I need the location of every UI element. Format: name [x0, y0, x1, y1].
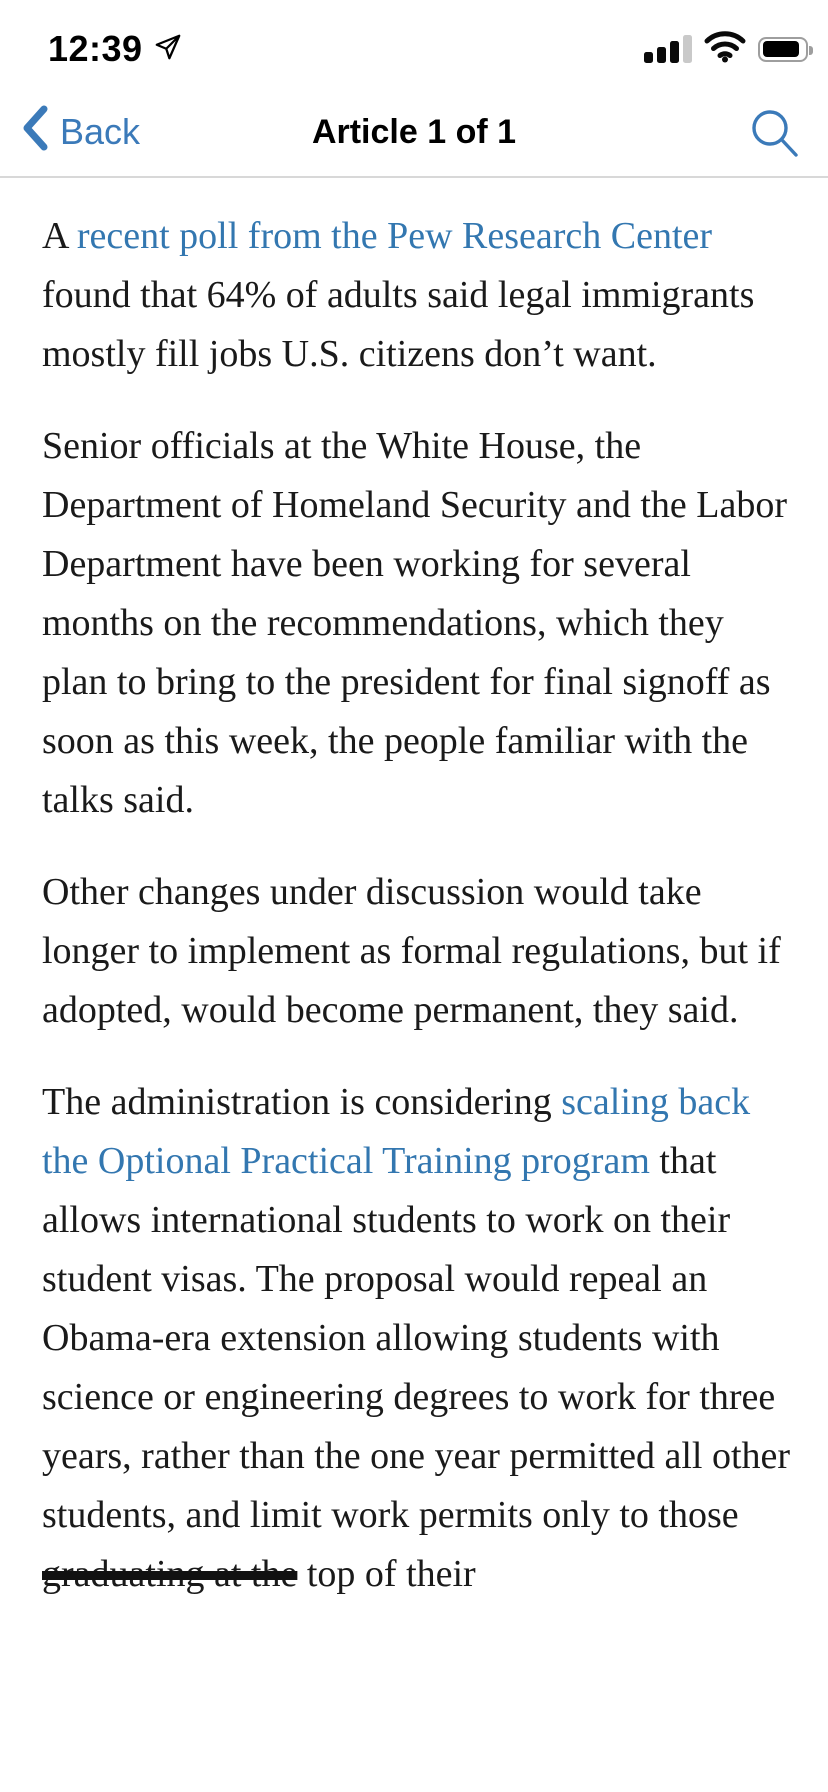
location-arrow-icon: [153, 32, 183, 67]
text-segment: found that 64% of adults said legal immigrants mostly fill jobs U.S. citizens don’t want.: [42, 274, 755, 375]
status-left: [48, 28, 183, 70]
struck-text: graduating at the: [42, 1553, 298, 1595]
search-button[interactable]: [746, 104, 806, 166]
article-paragraph: [42, 1073, 794, 1604]
text-segment: A: [42, 215, 77, 257]
status-bar: [0, 0, 828, 88]
search-icon: [746, 153, 806, 170]
wifi-icon: [704, 31, 746, 68]
status-time: 12:39: [48, 28, 143, 69]
article-body: [0, 178, 828, 1604]
article-paragraph: [42, 863, 794, 1040]
text-segment: Other changes under discussion would take longer to implement as formal regulations, but if adopted, would become permanent, they said.: [42, 871, 781, 1031]
cellular-signal-icon: [644, 35, 692, 63]
text-segment: top of their: [297, 1553, 476, 1595]
status-right: [644, 31, 808, 68]
back-button-label: Back: [60, 111, 141, 152]
battery-icon: [758, 37, 808, 62]
article-paragraph: [42, 417, 794, 830]
text-segment: that allows international students to work on their student visas. The proposal would repeal an Obama-era extension allowing students with science or engineering degrees to work for three years, rather than the one year permitted all other students, and limit work permits only to those: [42, 1140, 791, 1536]
article-paragraph: [42, 207, 794, 384]
text-segment: The administration is considering: [42, 1081, 562, 1123]
inline-link[interactable]: scaling back the Optional Practical Training program: [42, 1081, 751, 1182]
inline-link[interactable]: recent poll from the Pew Research Center: [76, 215, 713, 257]
text-segment: Senior officials at the White House, the Department of Homeland Security and the Labor Department have been working for several months on the recommendations, which they plan to bring to the president for final signoff as soon as this week, the people familiar with the talks said.: [42, 425, 787, 821]
page-title: Article 1 of 1: [311, 112, 517, 151]
navigation-bar: [0, 88, 828, 178]
